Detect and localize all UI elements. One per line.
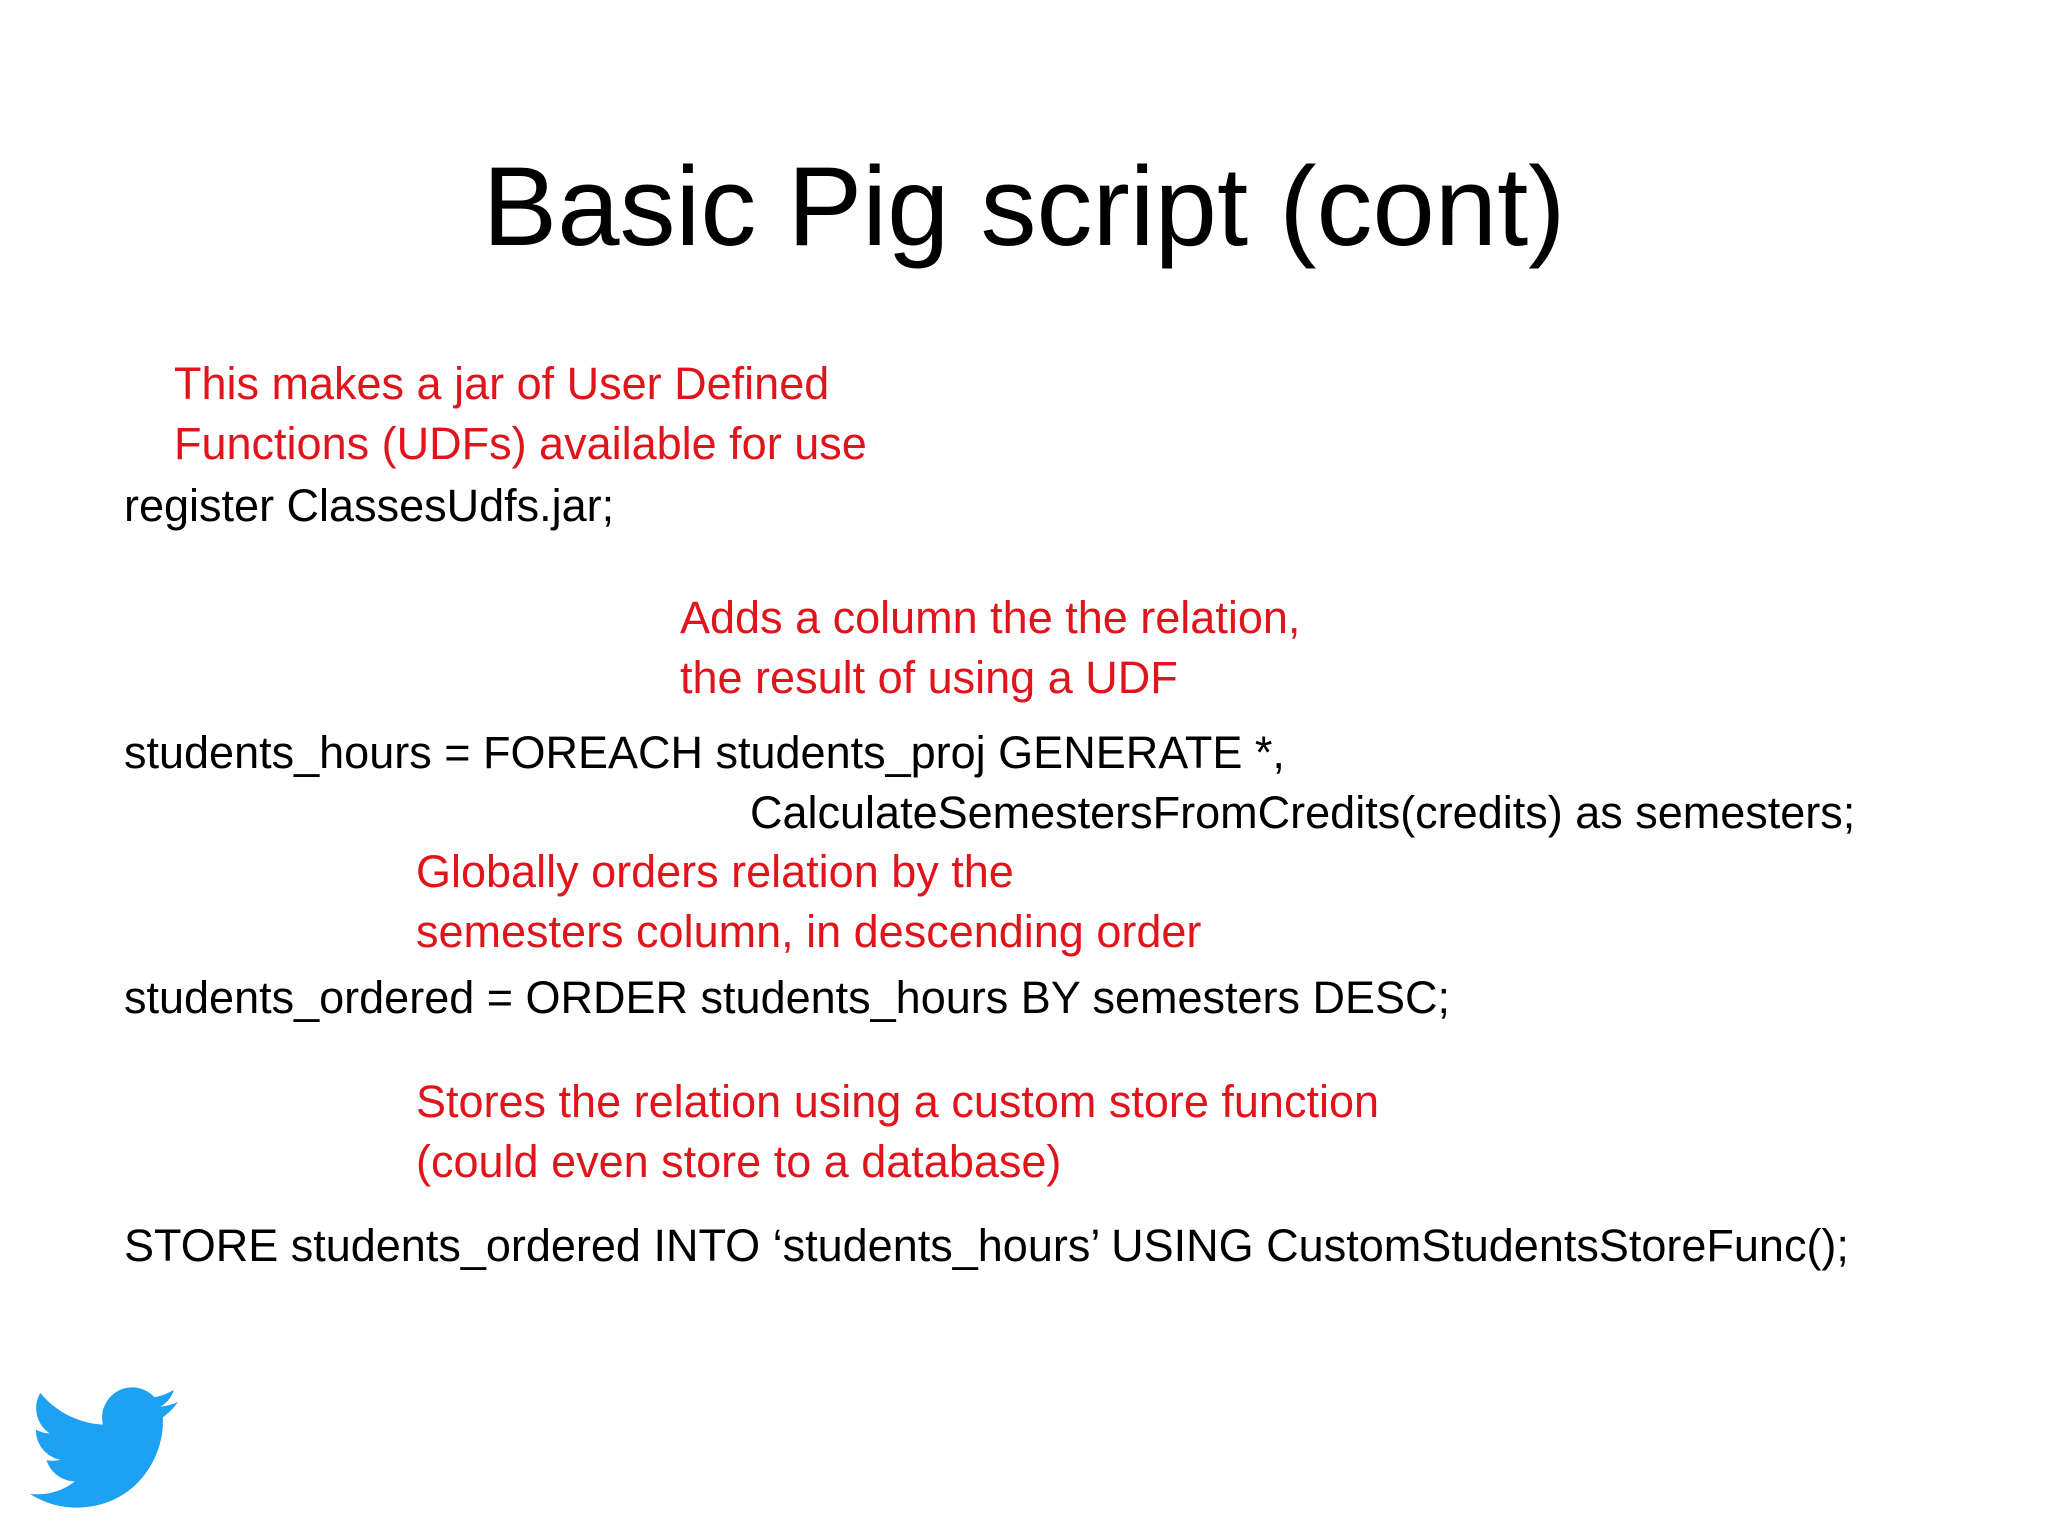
code-register: register ClassesUdfs.jar;: [124, 480, 615, 531]
code-order: students_ordered = ORDER students_hours BY semesters DESC;: [124, 972, 1451, 1023]
annotation-line: Stores the relation using a custom store function: [416, 1076, 1380, 1127]
annotation-line: Globally orders relation by the: [416, 846, 1014, 897]
twitter-bird-icon: [30, 1384, 178, 1514]
annotation-line: (could even store to a database): [416, 1136, 1062, 1187]
annotation-line: the result of using a UDF: [680, 652, 1178, 703]
slide-title: Basic Pig script (cont): [482, 144, 1566, 269]
annotation-add-column: [680, 588, 1300, 708]
annotation-store: [416, 1072, 1379, 1192]
twitter-bird-shape: [30, 1387, 178, 1507]
code-foreach: [124, 723, 1855, 843]
annotation-line: Adds a column the the relation,: [680, 592, 1301, 643]
annotation-line: Functions (UDFs) available for use: [174, 418, 867, 469]
code-store: STORE students_ordered INTO ‘students_hours’ USING CustomStudentsStoreFunc();: [124, 1220, 1849, 1271]
annotation-line: semesters column, in descending order: [416, 906, 1202, 957]
code-line: students_hours = FOREACH students_proj GENERATE *,: [124, 727, 1285, 778]
annotation-order: [416, 842, 1201, 962]
annotation-udf-jar: [174, 354, 867, 474]
annotation-line: This makes a jar of User Defined: [174, 358, 830, 409]
code-line: CalculateSemestersFromCredits(credits) as semesters;: [750, 787, 1856, 838]
